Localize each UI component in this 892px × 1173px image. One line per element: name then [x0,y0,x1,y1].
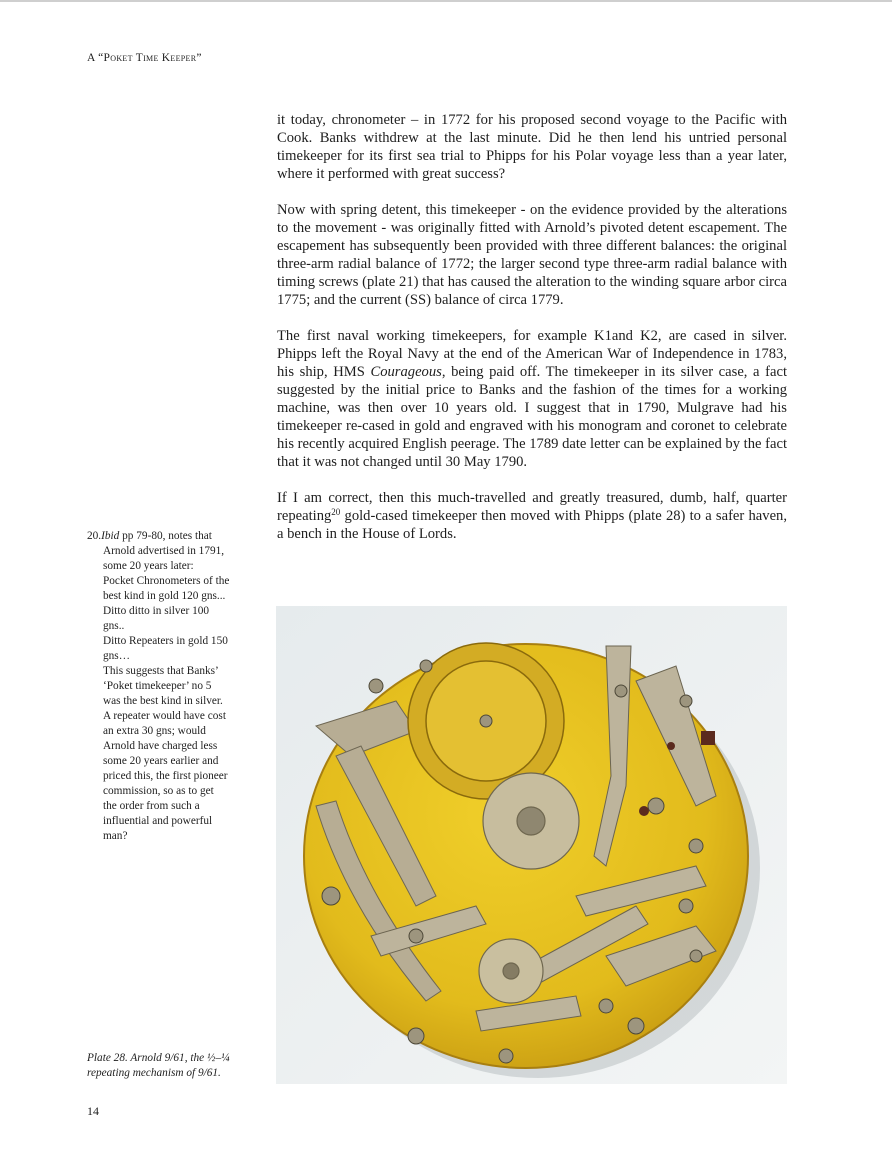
footnote-20 [87,529,259,844]
footnote-line: some 20 years earlier and [103,755,219,767]
footnote-line: A repeater would have cost [103,710,226,722]
paragraph-4-part-1: If I am correct, then this much-travelled and greatly treasured, dumb, half, quarter repeating [277,490,787,524]
footnote-reference[interactable]: 20 [331,507,341,517]
plate-28-photo [276,606,787,1084]
footnote-line: Pocket Chronometers of the [103,575,230,587]
footnote-line: man? [103,830,128,842]
footnote-line: pp 79-80, notes that [119,530,212,542]
body-text [277,111,787,561]
caption-line-1: Plate 28. Arnold 9/61, the ½–¼ [87,1052,230,1064]
page-number: 14 [87,1104,99,1118]
footnote-line: some 20 years later: [103,560,194,572]
footnote-number: 20. [87,530,102,542]
footnote-line: Arnold advertised in 1791, [103,545,225,557]
paragraph-2: Now with spring detent, this timekeeper - on the evidence provided by the alterations to the movement - was originally fitted with Arnold’s pivoted detent escapement. The escapement has subsequently been provided with three different balances: the original three-arm radial balance of 1772; the larger second type three-arm radial balance with timing screws (plate 21) that has caused the alteration to the winding square arbor circa 1775; and the current (SS) balance of circa 1779. [277,202,787,308]
paragraph-3-part-1: The first naval working timekeepers, for example K1and K2, are cased in silver. Phipps left the Royal Navy at the end of the American War of Independence in 1783, his ship, HMS [277,328,787,380]
footnote-first-line [87,529,259,544]
footnote-line: gns.. [103,620,125,632]
paragraph-4-part-2: gold-cased timekeeper then moved with Phipps (plate 28) to a safer haven, a bench in the House of Lords. [277,508,787,542]
paragraph-3 [277,327,787,471]
footnote-line: gns… [103,650,130,662]
running-head: A “Poket Time Keeper” [87,52,202,64]
paragraph-1: it today, chronometer – in 1772 for his proposed second voyage to the Pacific with Cook. Banks withdrew at the last minute. Did he then lend his untried personal timekeeper for its first sea trial to Phipps for his Polar voyage less than a year later, where it performed with great success? [277,112,787,182]
footnote-line: ‘Poket timekeeper’ no 5 [103,680,212,692]
paragraph-4 [277,489,787,543]
footnote-line: Ditto Repeaters in gold 150 [103,635,228,647]
footnote-line: commission, so as to get [103,785,214,797]
pinion-wheel [483,773,579,869]
footnote-line: an extra 30 gns; would [103,725,206,737]
small-wheel [479,939,543,1003]
caption-line-2: repeating mechanism of 9/61. [87,1067,221,1079]
paragraph-3-part-2: , being paid off. The timekeeper in its silver case, a fact suggested by the initial price to Banks and the fashion of the times for a working machine, was then over 10 years old. I suggest that in 1790, Mulgrave had his timekeeper re-cased in gold and engraved with his monogram and coronet to celebrate his recently acquired English peerage. The 1789 date letter can be explained by the fact that it was not changed until 30 May 1790. [277,364,787,470]
footnote-line: the order from such a [103,800,200,812]
footnote-line: best kind in gold 120 gns... [103,590,226,602]
footnote-line: This suggests that Banks’ [103,665,219,677]
top-rule [0,0,892,2]
plate-caption [87,1051,267,1081]
footnote-line: influential and powerful [103,815,213,827]
footnote-line: Ditto ditto in silver 100 [103,605,210,617]
footnote-ibid: Ibid [101,530,120,542]
footnote-line: priced this, the first pioneer [103,770,228,782]
ship-name: Courageous [370,364,442,380]
footnote-line: was the best kind in silver. [103,695,223,707]
footnote-line: Arnold have charged less [103,740,218,752]
